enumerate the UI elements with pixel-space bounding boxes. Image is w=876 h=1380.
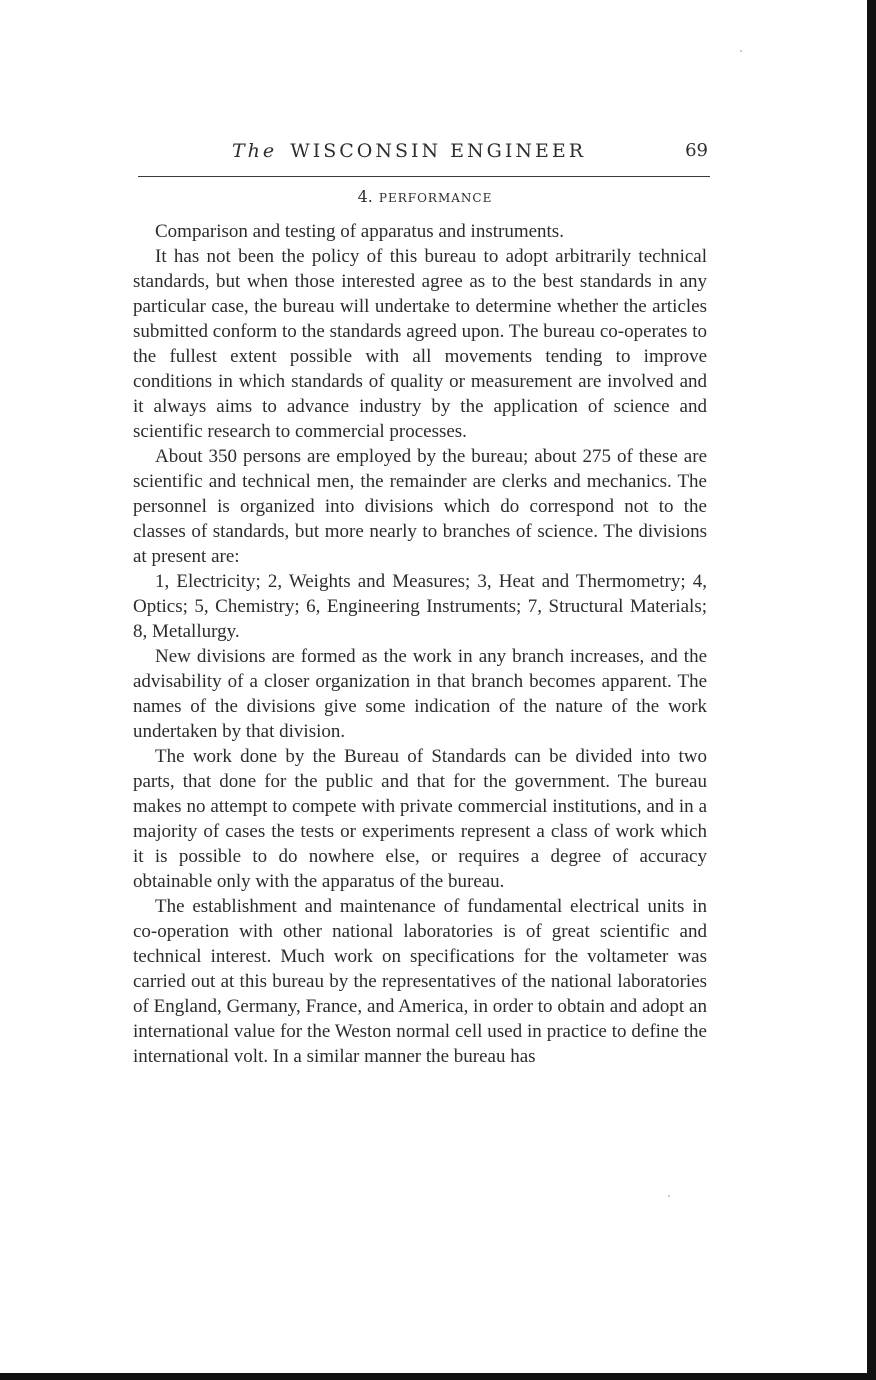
page-number: 69 (685, 140, 708, 161)
paragraph: Comparison and testing of apparatus and instruments. (155, 221, 564, 242)
section-number: 4. (357, 187, 373, 206)
section-title: PERFORMANCE (378, 191, 493, 205)
journal-title (232, 140, 586, 162)
section-heading (140, 187, 710, 206)
journal-title-prefix: The (232, 140, 278, 162)
body-text (133, 219, 707, 1069)
paragraph: It has not been the policy of this bureau to adopt arbitrarily technical standards, but when those interested agree as to the best standards in any particular case, the bureau will undertake to determine whether the articles submitted conform to the standards agreed upon. The bureau co-operates to the fullest extent possible with all movements tending to improve conditions in which standards of quality or measurement are involved and it always aims to advance industry by the application of science and scientific research to commercial processes. (133, 246, 707, 442)
scan-edge-bottom (0, 1373, 876, 1380)
paragraph: The work done by the Bureau of Standards can be divided into two parts, that done for the public and that for the government. The bureau makes no attempt to compete with private commercial institutions, and in a majority of cases the tests or experiments represent a class of work which it is possible to do nowhere else, or requires a degree of accuracy obtainable only with the apparatus of the bureau. (133, 746, 707, 892)
scan-speck (668, 1195, 670, 1197)
journal-title-name: WISCONSIN ENGINEER (290, 140, 587, 162)
paragraph: 1, Electricity; 2, Weights and Measures; 3, Heat and Thermometry; 4, Optics; 5, Chemistry; 6, Engineering Instruments; 7, Structural Materials; 8, Metallurgy. (133, 571, 707, 642)
scan-speck (740, 50, 742, 52)
header-rule (138, 176, 710, 177)
scan-edge-right (867, 0, 876, 1380)
paragraph: The establishment and maintenance of fundamental electrical units in co-operation with other national laboratories is of great scientific and technical interest. Much work on specifications for the voltameter was carried out at this bureau by the representatives of the national laboratories of England, Germany, France, and America, in order to obtain and adopt an international value for the Weston normal cell used in practice to define the international volt. In a similar manner the bureau has (133, 896, 707, 1067)
paragraph: About 350 persons are employed by the bureau; about 275 of these are scientific and technical men, the remainder are clerks and mechanics. The personnel is organized into divisions which do correspond not to the classes of standards, but more nearly to branches of science. The divisions at present are: (133, 446, 707, 567)
paragraph: New divisions are formed as the work in any branch increases, and the advisability of a closer organization in that branch becomes apparent. The names of the divisions give some indication of the nature of the work undertaken by that division. (133, 646, 707, 742)
running-header (140, 140, 710, 168)
